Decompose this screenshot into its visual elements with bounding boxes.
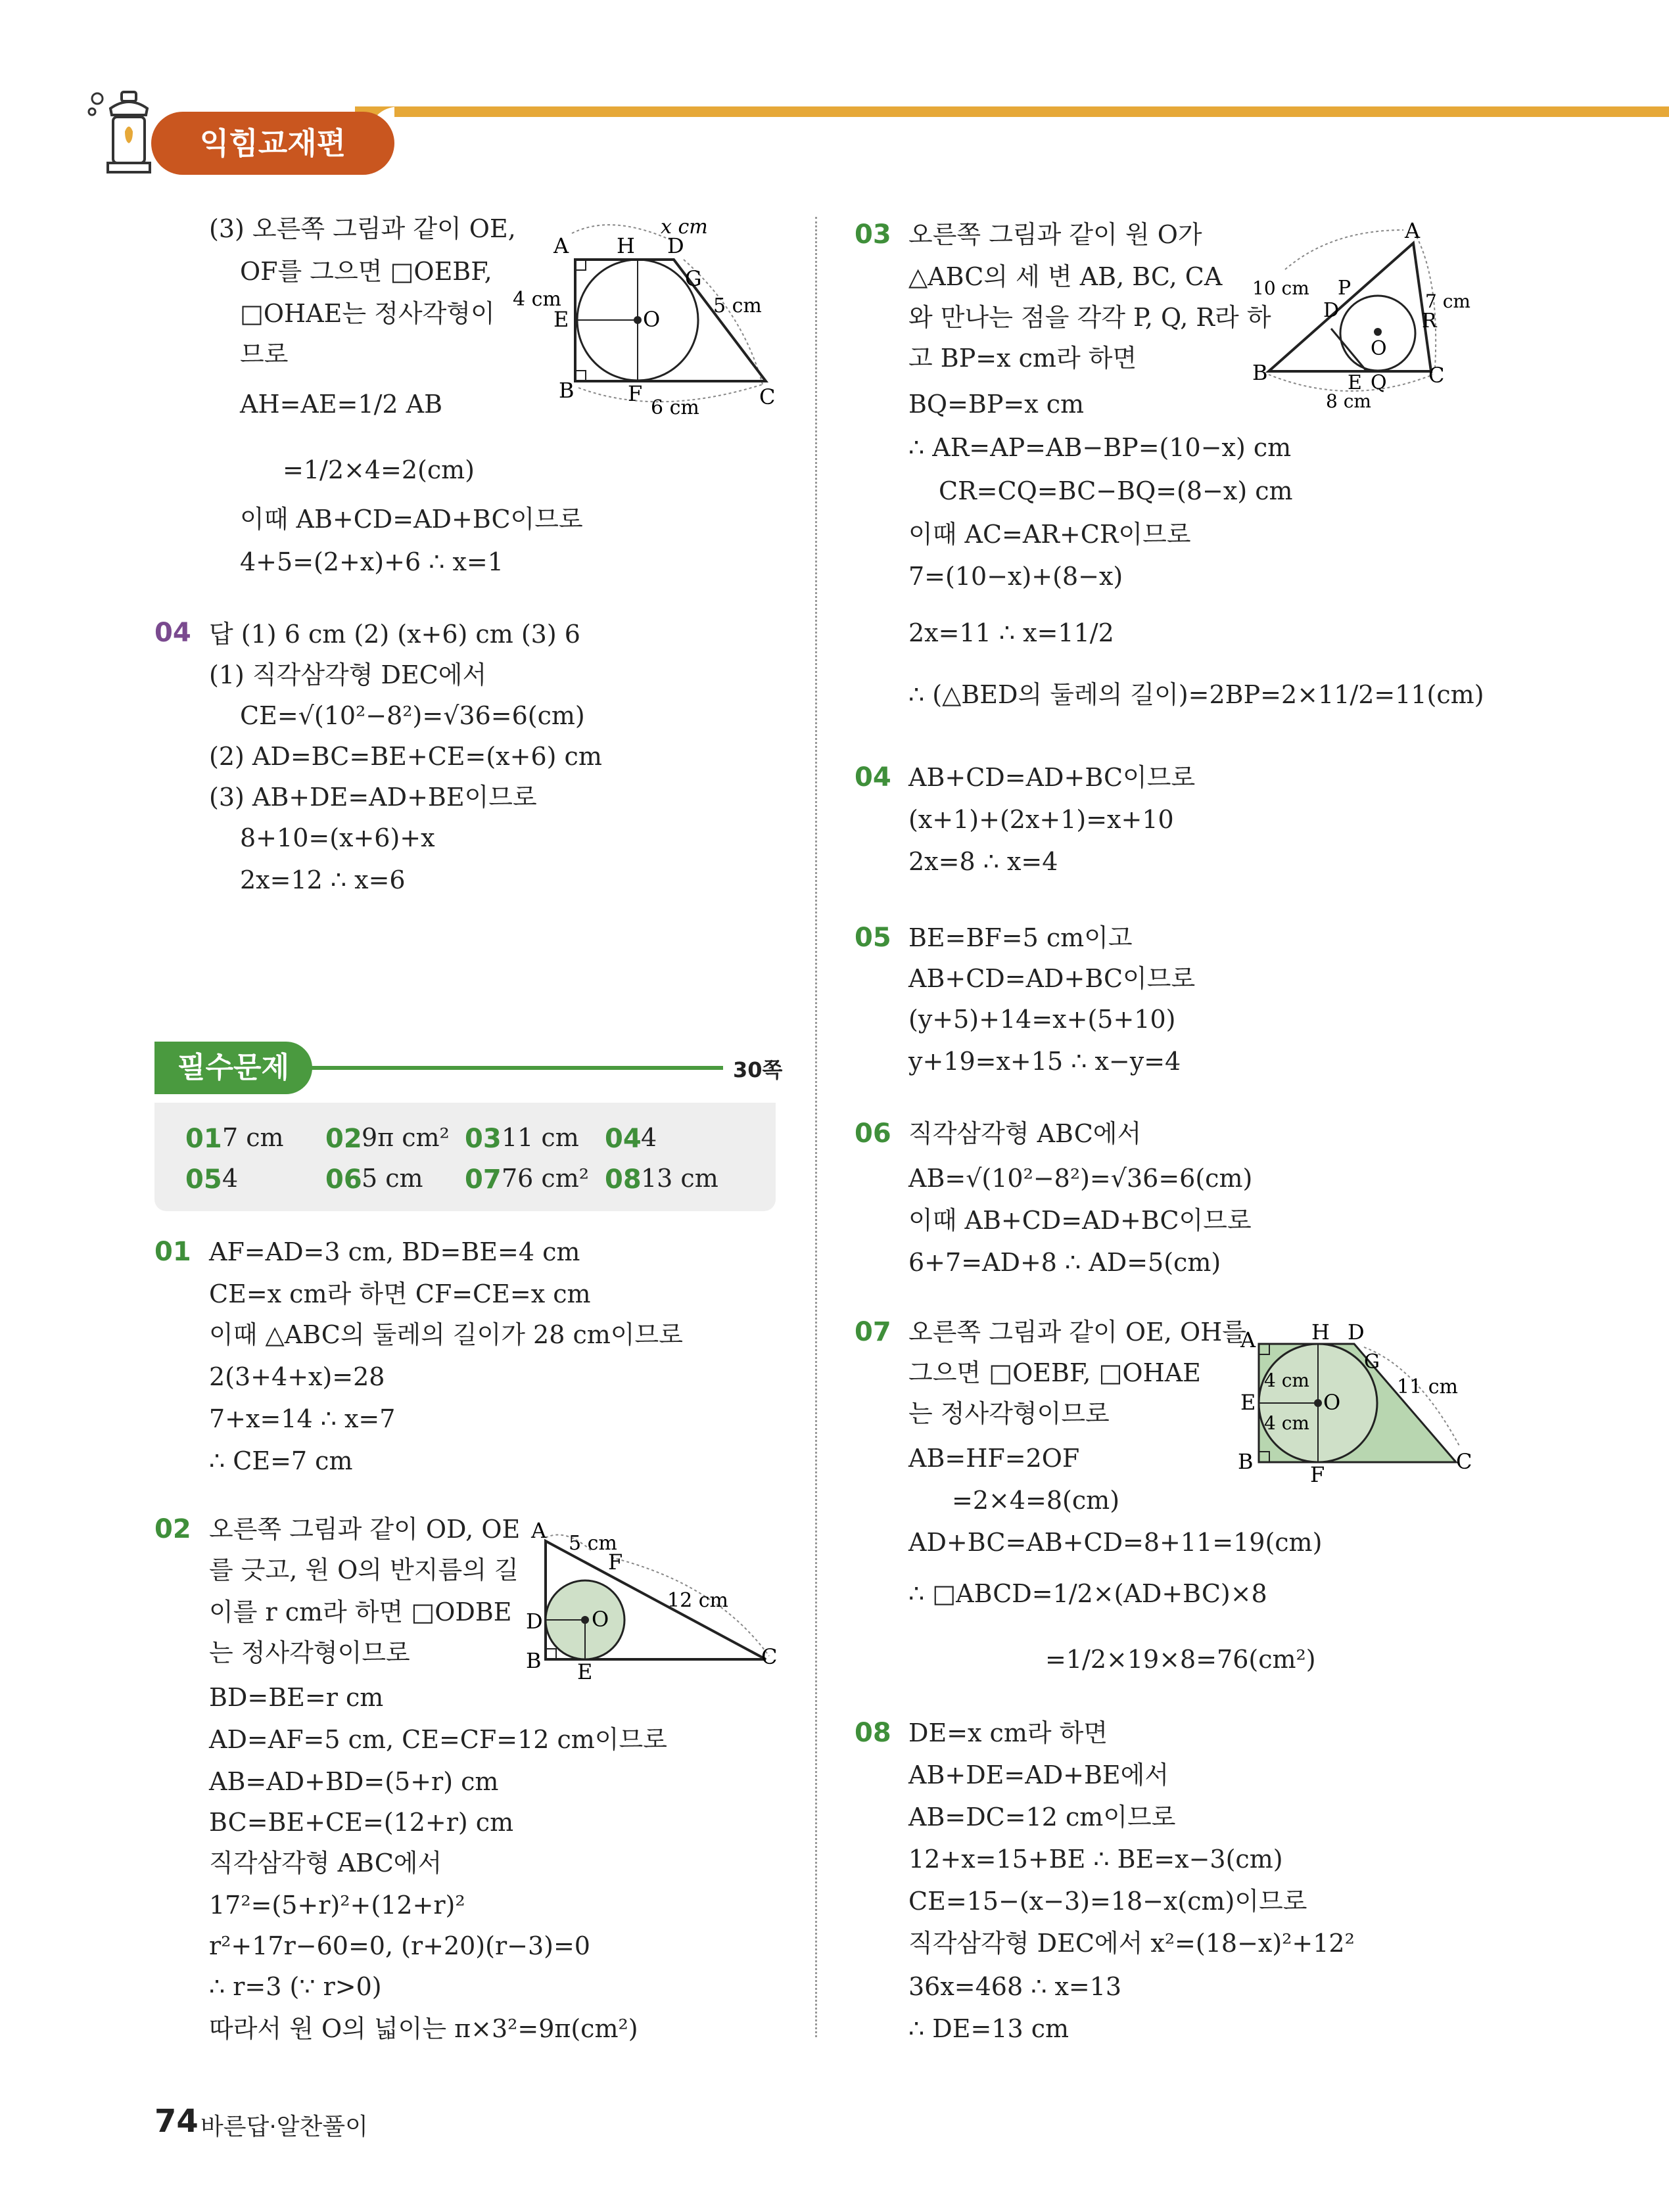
text-line: 오른쪽 그림과 같이 OE, OH를: [908, 1318, 1246, 1347]
fig-label: A: [553, 233, 569, 258]
answer-number: 03: [465, 1124, 502, 1154]
text-line: ∴ AR=AP=AB−BP=(10−x) cm: [908, 433, 1292, 462]
answer-value: 5 cm: [362, 1164, 423, 1193]
triangle-incircle-figure: [1252, 217, 1489, 414]
fig-label: 7 cm: [1425, 290, 1470, 312]
text-line: CE=√(10²−8²)=√36=6(cm): [240, 701, 585, 730]
fig-label: 8 cm: [1326, 390, 1371, 412]
answer-number: 02: [325, 1124, 362, 1154]
header-bar: [394, 106, 1669, 117]
text-line: BQ=BP=x cm: [908, 390, 1085, 419]
text-line: 직각삼각형 ABC에서: [908, 1119, 1142, 1148]
fig-label: 10 cm: [1252, 277, 1309, 299]
question-number: 06: [855, 1118, 891, 1149]
text-line: AB=√(10²−8²)=√36=6(cm): [908, 1164, 1253, 1193]
text-line: 2(3+4+x)=28: [209, 1362, 385, 1391]
text-line: 와 만나는 점을 각각 P, Q, R라 하: [908, 303, 1271, 332]
answer-number: 07: [465, 1164, 502, 1195]
text-line: AD+BC=AB+CD=8+11=19(cm): [908, 1528, 1323, 1557]
text-line: 36x=468 ∴ x=13: [908, 1972, 1122, 2001]
fig-label: A: [531, 1518, 547, 1543]
right-triangle-figure: [519, 1511, 789, 1682]
text-line: BC=BE+CE=(12+r) cm: [209, 1808, 514, 1837]
text-line: 직각삼각형 DEC에서 x²=(18−x)²+12²: [908, 1929, 1355, 1958]
text-line: (3) AB+DE=AD+BE이므로: [209, 783, 537, 812]
text-line: OF를 그으면 □OEBF,: [240, 257, 492, 286]
text-line: CE=x cm라 하면 CF=CE=x cm: [209, 1279, 591, 1308]
answer-number: 04: [605, 1124, 642, 1154]
text-line: 고 BP=x cm라 하면: [908, 344, 1137, 373]
text-line: 4+5=(2+x)+6 ∴ x=1: [240, 547, 504, 576]
text-line: AH=AE=1/2 AB: [240, 390, 443, 419]
text-line: 를 긋고, 원 O의 반지름의 길: [209, 1555, 519, 1584]
fig-label: 6 cm: [651, 396, 699, 419]
question-number: 07: [855, 1317, 891, 1347]
text-line: 이때 △ABC의 둘레의 길이가 28 cm이므로: [209, 1320, 683, 1349]
text-line: 오른쪽 그림과 같이 OD, OE: [209, 1515, 521, 1544]
fig-label: D: [667, 233, 684, 258]
text-line: ∴ CE=7 cm: [209, 1446, 353, 1475]
fig-label: E: [577, 1659, 593, 1682]
answer-value: 4: [222, 1164, 239, 1193]
fig-label: C: [759, 384, 776, 409]
fig-label: 12 cm: [667, 1589, 728, 1612]
section-rule: [309, 1066, 723, 1070]
answer-value: 9π cm²: [362, 1123, 450, 1152]
answer-number: 08: [605, 1164, 642, 1195]
text-line: AB=AD+BD=(5+r) cm: [209, 1767, 499, 1796]
fig-label: B: [1238, 1449, 1254, 1474]
header-tab-label: 익힘교재편: [199, 126, 346, 161]
fig-label: C: [761, 1644, 778, 1669]
fig-label: F: [608, 1550, 623, 1575]
fig-label: O: [643, 307, 661, 332]
fig-label: O: [592, 1607, 609, 1632]
question-number: 08: [855, 1718, 891, 1748]
answer-line: 답 (1) 6 cm (2) (x+6) cm (3) 6: [209, 620, 580, 649]
fig-label: R: [1422, 310, 1437, 333]
text-line: 그으면 □OEBF, □OHAE: [908, 1358, 1201, 1387]
question-number: 04: [154, 618, 191, 648]
footer-title: 바른답·알찬풀이: [200, 2113, 368, 2140]
text-line: CR=CQ=BC−BQ=(8−x) cm: [939, 476, 1293, 505]
fig-label: E: [553, 307, 569, 332]
trapezoid-figure-1: [513, 214, 789, 424]
text-line: AF=AD=3 cm, BD=BE=4 cm: [209, 1237, 580, 1266]
fig-label: E: [1348, 371, 1362, 394]
fig-label: D: [1323, 299, 1340, 322]
fig-label: 5 cm: [569, 1532, 617, 1555]
fig-label: 4 cm: [1264, 1370, 1309, 1391]
fig-label: Q: [1371, 371, 1387, 394]
fig-label: 11 cm: [1397, 1375, 1458, 1398]
text-line: 따라서 원 O의 넓이는 π×3²=9π(cm²): [209, 2014, 638, 2043]
fig-label: B: [1252, 360, 1268, 385]
text-line: 이때 AB+CD=AD+BC이므로: [908, 1206, 1252, 1235]
text-line: AB+CD=AD+BC이므로: [908, 763, 1196, 792]
text-line: △ABC의 세 변 AB, BC, CA: [908, 262, 1223, 291]
text-line: y+19=x+15 ∴ x−y=4: [908, 1047, 1181, 1076]
fig-label: C: [1456, 1449, 1472, 1474]
text-line: BE=BF=5 cm이고: [908, 923, 1133, 952]
question-number: 04: [855, 762, 891, 793]
text-line: =1/2×19×8=76(cm²): [1045, 1645, 1316, 1674]
fig-label: H: [617, 233, 635, 258]
text-line: DE=x cm라 하면: [908, 1718, 1108, 1747]
text-line: 2x=11 ∴ x=11/2: [908, 618, 1114, 647]
fig-label: F: [628, 381, 643, 406]
fig-label: B: [526, 1648, 542, 1673]
answer-value: 76 cm²: [502, 1164, 589, 1193]
fig-label: D: [526, 1609, 543, 1634]
fig-label: H: [1311, 1320, 1330, 1345]
text-line: 는 정사각형이므로: [908, 1399, 1110, 1428]
text-line: 이때 AB+CD=AD+BC이므로: [240, 505, 583, 534]
fig-label: G: [685, 266, 702, 291]
text-line: AD=AF=5 cm, CE=CF=12 cm이므로: [209, 1725, 667, 1754]
text-line: 오른쪽 그림과 같이 원 O가: [908, 220, 1202, 249]
fig-label: C: [1428, 363, 1445, 388]
answer-number: 05: [185, 1164, 222, 1195]
answer-value: 13 cm: [641, 1164, 718, 1193]
text-line: 2x=8 ∴ x=4: [908, 847, 1058, 876]
lantern-icon: [85, 85, 145, 177]
fig-label: O: [1371, 337, 1387, 360]
question-number: 01: [154, 1237, 191, 1267]
text-line: AB+CD=AD+BC이므로: [908, 964, 1196, 993]
text-line: 8+10=(x+6)+x: [240, 823, 435, 852]
text-line: BD=BE=r cm: [209, 1683, 384, 1712]
fig-label: B: [559, 378, 575, 403]
answer-number: 06: [325, 1164, 362, 1195]
fig-label: 4 cm: [513, 288, 561, 311]
text-line: =2×4=8(cm): [952, 1486, 1120, 1515]
text-line: (x+1)+(2x+1)=x+10: [908, 805, 1174, 834]
text-line: 므로: [240, 340, 289, 369]
fig-label: x cm: [661, 216, 708, 239]
text-line: 7=(10−x)+(8−x): [908, 562, 1123, 591]
answer-value: 4: [641, 1123, 657, 1152]
text-line: 17²=(5+r)²+(12+r)²: [209, 1891, 465, 1920]
text-line: ∴ DE=13 cm: [908, 2014, 1070, 2043]
fig-label: 5 cm: [713, 294, 762, 317]
answer-number: 01: [185, 1124, 222, 1154]
text-line: 직각삼각형 ABC에서: [209, 1849, 442, 1878]
fig-label: A: [1240, 1327, 1256, 1352]
text-line: 7+x=14 ∴ x=7: [209, 1404, 396, 1433]
column-divider: [815, 217, 817, 2037]
answer-value: 11 cm: [502, 1123, 579, 1152]
question-number: 03: [855, 219, 891, 250]
page-number: 74: [154, 2103, 199, 2140]
text-line: (1) 직각삼각형 DEC에서: [209, 660, 487, 689]
text-line: 12+x=15+BE ∴ BE=x−3(cm): [908, 1845, 1283, 1874]
text-line: (2) AD=BC=BE+CE=(x+6) cm: [209, 742, 602, 771]
text-line: (3) 오른쪽 그림과 같이 OE,: [209, 214, 516, 243]
fig-label: E: [1240, 1390, 1256, 1415]
text-line: □OHAE는 정사각형이: [240, 299, 495, 328]
text-line: (y+5)+14=x+(5+10): [908, 1005, 1176, 1034]
text-line: 이때 AC=AR+CR이므로: [908, 520, 1191, 549]
section-page-ref: 30쪽: [733, 1057, 783, 1082]
question-number: 02: [154, 1514, 191, 1544]
text-line: ∴ □ABCD=1/2×(AD+BC)×8: [908, 1579, 1267, 1608]
fig-label: P: [1338, 277, 1352, 300]
fig-label: D: [1348, 1320, 1365, 1345]
text-line: AB=HF=2OF: [908, 1444, 1080, 1473]
section-title: 필수문제: [177, 1051, 289, 1084]
text-line: AB=DC=12 cm이므로: [908, 1803, 1176, 1832]
text-line: CE=15−(x−3)=18−x(cm)이므로: [908, 1887, 1307, 1916]
answer-value: 7 cm: [222, 1123, 284, 1152]
answer-box: [154, 1103, 776, 1211]
fig-label: 4 cm: [1264, 1412, 1309, 1434]
text-line: 는 정사각형이므로: [209, 1638, 410, 1667]
fig-label: G: [1364, 1350, 1380, 1373]
text-line: 이를 r cm라 하면 □ODBE: [209, 1598, 512, 1626]
fig-label: A: [1405, 218, 1421, 243]
text-line: ∴ r=3 (∵ r>0): [209, 1972, 382, 2001]
text-line: r²+17r−60=0, (r+20)(r−3)=0: [209, 1931, 590, 1960]
fig-label: F: [1310, 1462, 1325, 1487]
text-line: =1/2×4=2(cm): [283, 455, 475, 484]
text-line: ∴ (△BED의 둘레의 길이)=2BP=2×11/2=11(cm): [908, 680, 1484, 709]
trapezoid-figure-2: [1233, 1314, 1482, 1492]
fig-label: O: [1323, 1390, 1341, 1415]
question-number: 05: [855, 923, 891, 953]
text-line: AB+DE=AD+BE에서: [908, 1761, 1169, 1789]
text-line: 6+7=AD+8 ∴ AD=5(cm): [908, 1248, 1221, 1277]
text-line: 2x=12 ∴ x=6: [240, 865, 406, 894]
